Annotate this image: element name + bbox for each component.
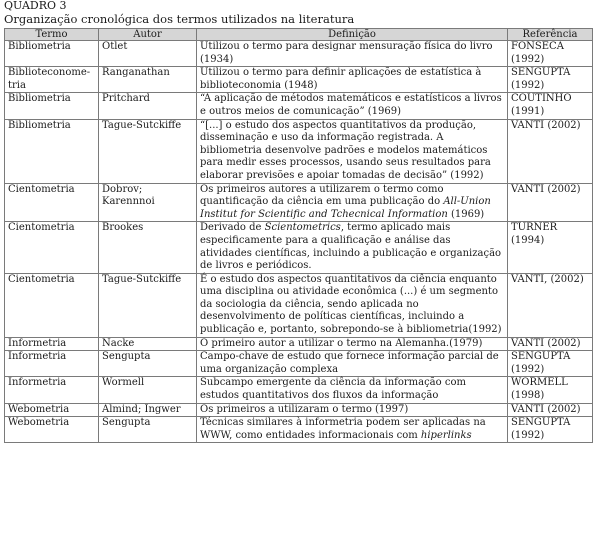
- cell-definicao: Campo-chave de estudo que fornece informação parcial de uma organização complexa: [197, 351, 508, 377]
- cell-definicao: Utilizou o termo para definir aplicações de estatística à biblioteconomia (1948): [197, 67, 508, 93]
- column-header-referencia: Referência: [508, 29, 593, 41]
- cell-autor: Tague-Sutckiffe: [99, 273, 197, 337]
- cell-definicao: “[...] o estudo dos aspectos quantitativos da produção, disseminação e uso da informação registrada. A bibliometria desenvolve padrões e modelos matemáticos para medir esses processos, usando seus resultados para elaborar previsões e apoiar tomadas de decisão” (1992): [197, 119, 508, 183]
- cell-autor: Almind; Ingwer: [99, 403, 197, 417]
- cell-autor: Dobrov; Karennnoi: [99, 183, 197, 222]
- cell-referencia: VANTI (2002): [508, 403, 593, 417]
- cell-definicao: [197, 417, 508, 443]
- cell-termo: Informetria: [5, 337, 99, 351]
- cell-definicao: É o estudo dos aspectos quantitativos da ciência enquanto uma disciplina ou atividade econômica (...) é um segmento da sociologia da ciência, sendo aplicada no desenvolvimento de políticas científicas, incluindo a publicação e, portanto, sobrepondo-se à bibliometria(1992): [197, 273, 508, 337]
- cell-autor: Sengupta: [99, 351, 197, 377]
- cell-definicao: [197, 183, 508, 222]
- definicao-italic-text: Scientometrics: [264, 222, 341, 234]
- definicao-text: Técnicas similares à informetria podem ser aplicadas na WWW, como entidades informacionais com: [200, 417, 486, 441]
- table-header-row: [5, 29, 593, 41]
- cell-autor: Ranganathan: [99, 67, 197, 93]
- cell-termo: Bibliometria: [5, 93, 99, 119]
- column-header-termo: Termo: [5, 29, 99, 41]
- cell-autor: Otlet: [99, 41, 197, 67]
- cell-referencia: VANTI (2002): [508, 119, 593, 183]
- quadro-title: Organização cronológica dos termos utilizados na literatura: [4, 12, 355, 26]
- cell-referencia: VANTI, (2002): [508, 273, 593, 337]
- cell-referencia: SENGUPTA (1992): [508, 351, 593, 377]
- cell-autor: Brookes: [99, 222, 197, 273]
- cell-definicao: [197, 222, 508, 273]
- column-header-autor: Autor: [99, 29, 197, 41]
- table-row: [5, 417, 593, 443]
- cell-referencia: COUTINHO (1991): [508, 93, 593, 119]
- cell-termo: Informetria: [5, 351, 99, 377]
- table-row: [5, 119, 593, 183]
- definicao-text: Os primeiros autores a utilizarem o termo como quantificação da ciência em uma publicação do: [200, 183, 444, 208]
- cell-autor: Nacke: [99, 337, 197, 351]
- table-row: [5, 273, 593, 337]
- table-row: [5, 41, 593, 67]
- cell-referencia: SENGUPTA (1992): [508, 67, 593, 93]
- table-row: [5, 377, 593, 403]
- cell-termo: Cientometria: [5, 273, 99, 337]
- cell-termo: Webometria: [5, 417, 99, 443]
- cell-referencia: FONSECA (1992): [508, 41, 593, 67]
- cell-termo: Webometria: [5, 403, 99, 417]
- table-row: [5, 93, 593, 119]
- definicao-italic-text: hiperlinks: [420, 429, 472, 441]
- cell-definicao: Utilizou o termo para designar mensuração física do livro (1934): [197, 41, 508, 67]
- cell-referencia: VANTI (2002): [508, 183, 593, 222]
- cell-definicao: O primeiro autor a utilizar o termo na Alemanha.(1979): [197, 337, 508, 351]
- cell-referencia: SENGUPTA (1992): [508, 417, 593, 443]
- cell-referencia: TURNER (1994): [508, 222, 593, 273]
- cell-autor: Sengupta: [99, 417, 197, 443]
- column-header-definicao: Definição: [197, 29, 508, 41]
- table-row: [5, 337, 593, 351]
- cell-autor: Wormell: [99, 377, 197, 403]
- cell-definicao: Os primeiros a utilizaram o termo (1997): [197, 403, 508, 417]
- definicao-text: (1969): [447, 208, 485, 220]
- cell-termo: Informetria: [5, 377, 99, 403]
- quadro-label: QUADRO 3: [4, 0, 67, 12]
- definicao-text: , termo aplicado mais especificamente para a qualificação e análise das atividades científicas, incluindo a publicação e organização de livros e periódicos.: [200, 222, 502, 272]
- definicao-text: Derivado de: [200, 222, 265, 234]
- cell-termo: Bibliometria: [5, 41, 99, 67]
- table-row: [5, 222, 593, 273]
- table-row: [5, 183, 593, 222]
- definicao-italic-text: All-Union Institut for Scientific and Tchecnical Information: [200, 196, 491, 220]
- table-row: [5, 67, 593, 93]
- cell-termo: Bibliometria: [5, 119, 99, 183]
- cell-autor: Tague-Sutckiffe: [99, 119, 197, 183]
- cell-definicao: Subcampo emergente da ciência da informação com estudos quantitativos dos fluxos da informação: [197, 377, 508, 403]
- cell-definicao: “A aplicação de métodos matemáticos e estatísticos a livros e outros meios de comunicação” (1969): [197, 93, 508, 119]
- terms-table: [4, 28, 593, 443]
- cell-termo: Cientometria: [5, 222, 99, 273]
- document: [4, 0, 592, 443]
- cell-autor: Pritchard: [99, 93, 197, 119]
- cell-termo: Cientometria: [5, 183, 99, 222]
- table-row: [5, 351, 593, 377]
- cell-referencia: WORMELL (1998): [508, 377, 593, 403]
- cell-referencia: VANTI (2002): [508, 337, 593, 351]
- table-row: [5, 403, 593, 417]
- cell-termo: Biblioteconome-tria: [5, 67, 99, 93]
